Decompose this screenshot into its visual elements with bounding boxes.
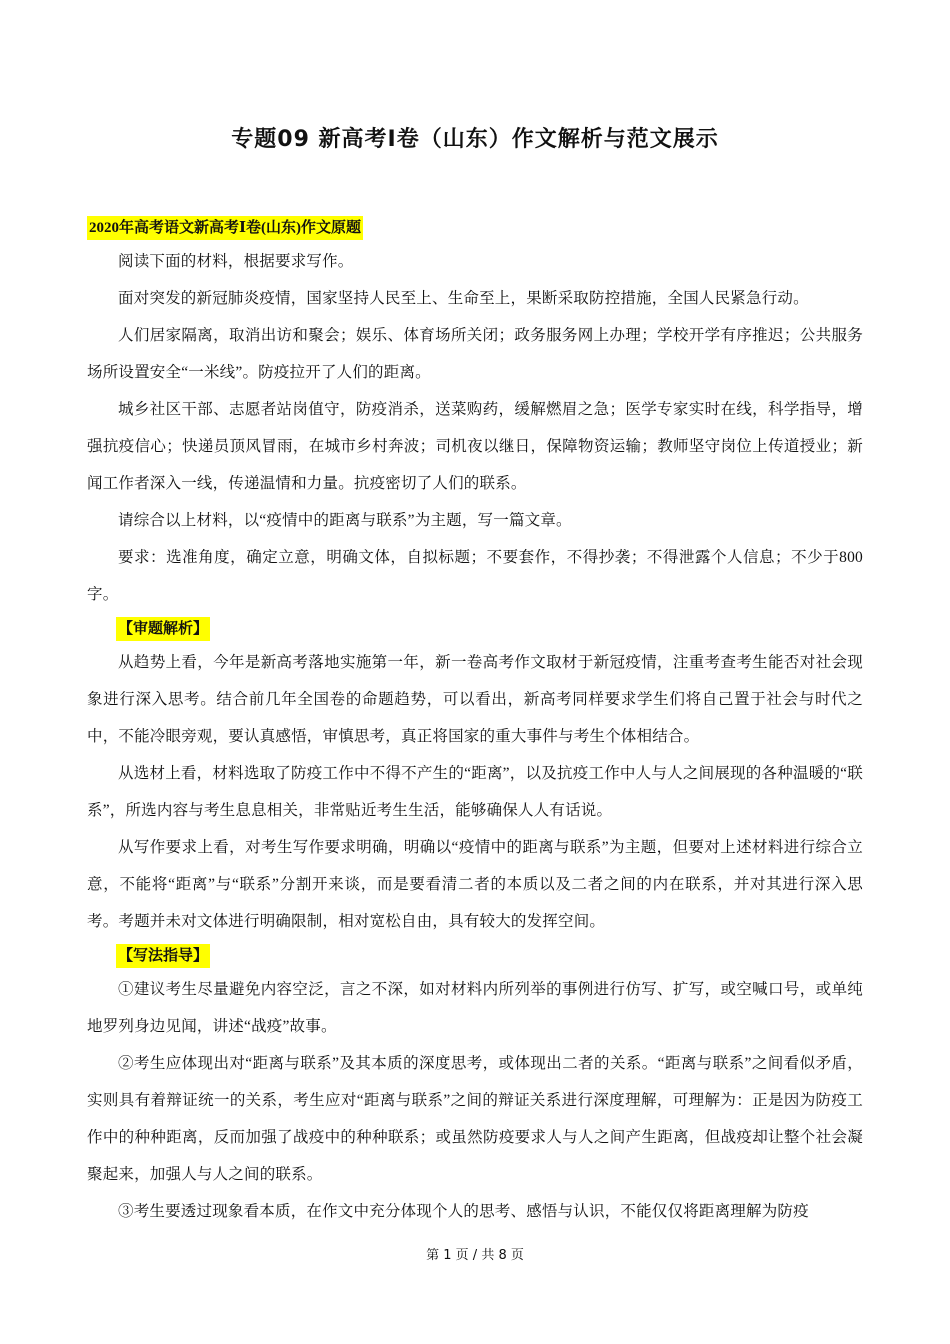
- guide-paragraph: ③考生要透过现象看本质，在作文中充分体现个人的思考、感悟与认识，不能仅仅将距离理解为防疫: [118, 1203, 809, 1220]
- guide-paragraph: ②考生应体现出对“距离与联系”及其本质的深度思考，或体现出二者的关系。“距离与联系”之间看似矛盾，实则具有着辩证统一的关系，考生应对“距离与联系”之间的辩证关系进行深度理解，可理解为：正是因为防疫工作中的种种距离，反而加强了战疫中的种种联系；或虽然防疫要求人与人之间产生距离，但战疫却让整个社会凝聚起来，加强人与人之间的联系。: [87, 1055, 863, 1183]
- document-body: [87, 212, 863, 1230]
- prompt-paragraph: 请综合以上材料，以“疫情中的距离与联系”为主题，写一篇文章。: [118, 512, 572, 529]
- prompt-paragraph: 阅读下面的材料，根据要求写作。: [118, 253, 354, 270]
- analysis-paragraph: 从趋势上看，今年是新高考落地实施第一年，新一卷高考作文取材于新冠疫情，注重考查考生能否对社会现象进行深入思考。结合前几年全国卷的命题趋势，可以看出，新高考同样要求学生们将自己置于社会与时代之中，不能冷眼旁观，要认真感悟，审慎思考，真正将国家的重大事件与考生个体相结合。: [87, 654, 863, 745]
- document-title: 专题09 新高考Ⅰ卷（山东）作文解析与范文展示: [231, 127, 719, 152]
- prompt-section: [87, 243, 863, 613]
- analysis-heading: 【审题解析】: [116, 617, 210, 641]
- prompt-paragraph: 城乡社区干部、志愿者站岗值守，防疫消杀，送菜购药，缓解燃眉之急；医学专家实时在线，科学指导，增强抗疫信心；快递员顶风冒雨，在城市乡村奔波；司机夜以继日，保障物资运输；教师坚守岗位上传道授业；新闻工作者深入一线，传递温情和力量。抗疫密切了人们的联系。: [87, 401, 863, 492]
- guide-paragraph: ①建议考生尽量避免内容空泛，言之不深，如对材料内所列举的事例进行仿写、扩写，或空喊口号，或单纯地罗列身边见闻，讲述“战疫”故事。: [87, 981, 863, 1035]
- guide-heading: 【写法指导】: [116, 944, 210, 968]
- prompt-paragraph: 面对突发的新冠肺炎疫情，国家坚持人民至上、生命至上，果断采取防控措施，全国人民紧急行动。: [118, 290, 809, 307]
- analysis-section: [87, 644, 863, 940]
- guide-section: [87, 971, 863, 1230]
- analysis-paragraph: 从写作要求上看，对考生写作要求明确，明确以“疫情中的距离与联系”为主题，但要对上述材料进行综合立意，不能将“距离”与“联系”分割开来谈，而是要看清二者的本质以及二者之间的内在联系，并对其进行深入思考。考题并未对文体进行明确限制，相对宽松自由，具有较大的发挥空间。: [87, 839, 863, 930]
- prompt-paragraph: 人们居家隔离，取消出访和聚会；娱乐、体育场所关闭；政务服务网上办理；学校开学有序推迟；公共服务场所设置安全“一米线”。防疫拉开了人们的距离。: [87, 327, 863, 381]
- page-footer: 第 1 页 / 共 8 页: [426, 1248, 524, 1263]
- analysis-paragraph: 从选材上看，材料选取了防疫工作中不得不产生的“距离”，以及抗疫工作中人与人之间展现的各种温暖的“联系”，所选内容与考生息息相关，非常贴近考生生活，能够确保人人有话说。: [87, 765, 863, 819]
- prompt-heading: 2020年高考语文新高考Ⅰ卷(山东)作文原题: [87, 216, 363, 240]
- prompt-paragraph: 要求：选准角度，确定立意，明确文体，自拟标题；不要套作，不得抄袭；不得泄露个人信息；不少于800字。: [87, 549, 863, 603]
